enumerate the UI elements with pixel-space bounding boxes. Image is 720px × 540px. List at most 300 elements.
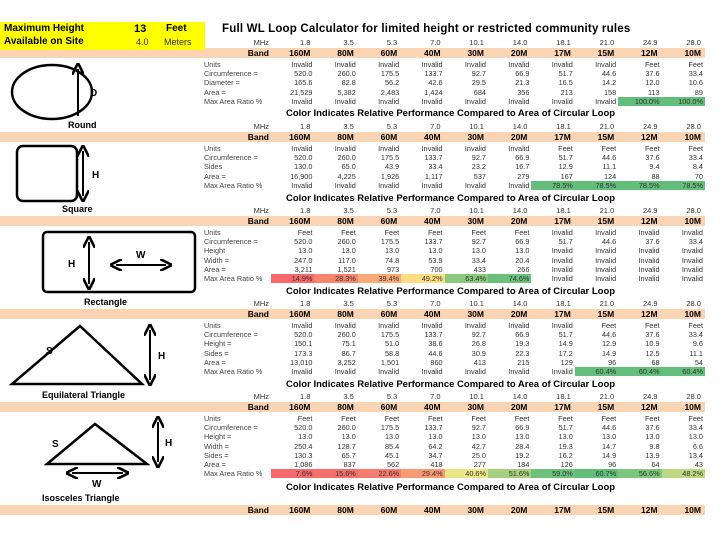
- table-row: [204, 265, 705, 274]
- table-cell: Invalid: [638, 255, 660, 265]
- table-cell: 75.1: [341, 339, 356, 349]
- table-cell: 66.9: [515, 237, 530, 247]
- row-label: Area =: [204, 264, 226, 274]
- band-row: [0, 216, 705, 226]
- band-header-80m: 80M: [337, 132, 354, 142]
- table-cell: Feet: [427, 414, 443, 423]
- table-row: [204, 237, 705, 246]
- table-row: [204, 414, 705, 423]
- height-mark: H: [158, 351, 166, 362]
- table-cell: 21,529: [290, 87, 313, 97]
- ratio-cell: 74.6%: [488, 274, 531, 283]
- table-cell: Invalid: [595, 264, 617, 274]
- band-row: [0, 132, 705, 142]
- mhz-value: 14.0: [512, 38, 528, 47]
- table-cell: 3,211: [294, 264, 313, 274]
- mhz-value: 14.0: [512, 299, 528, 308]
- ratio-cell: Invalid: [595, 96, 617, 106]
- table-cell: 837: [343, 460, 356, 469]
- mhz-value: 24.9: [642, 299, 658, 308]
- ratio-cell: 78.5%: [618, 181, 661, 190]
- table-cell: Invalid: [291, 60, 313, 69]
- table-row: [204, 321, 705, 330]
- table-cell: Invalid: [464, 321, 486, 330]
- table-cell: 17.2: [558, 348, 573, 358]
- table-cell: 44.6: [601, 423, 617, 433]
- mhz-value: 18.1: [556, 392, 571, 401]
- table-cell: 133.7: [424, 69, 443, 79]
- table-cell: Invalid: [464, 144, 486, 153]
- band-header-40m: 40M: [424, 132, 441, 142]
- table-cell: 150.1: [294, 339, 313, 349]
- band-header-17m: 17M: [554, 402, 571, 412]
- width-mark: W: [136, 250, 146, 261]
- mhz-value: 3.5: [343, 122, 354, 131]
- table-cell: 14.7: [601, 441, 617, 451]
- mhz-row: [204, 392, 705, 401]
- table-cell: 20.4: [515, 255, 530, 265]
- table-cell: Invalid: [551, 60, 573, 69]
- table-cell: Invalid: [508, 60, 530, 69]
- table-cell: Feet: [644, 414, 660, 423]
- ratio-cell: Invalid: [291, 367, 313, 376]
- table-cell: 85.4: [384, 441, 400, 451]
- mhz-value: 3.5: [343, 206, 354, 215]
- mhz-value: 1.8: [299, 206, 311, 215]
- table-cell: Invalid: [421, 144, 443, 153]
- available-label: Available on Site: [4, 36, 84, 47]
- table-cell: 45.1: [384, 450, 400, 460]
- table-cell: 133.7: [424, 237, 443, 247]
- table-cell: 51.7: [558, 153, 573, 163]
- color-legend-caption: Color Indicates Relative Performance Compared to Area of Circular Loop: [286, 379, 616, 390]
- table-cell: 1,926: [380, 171, 400, 181]
- table-cell: 92.7: [471, 69, 486, 79]
- mhz-value: 10.1: [469, 38, 484, 47]
- table-cell: Invalid: [378, 144, 400, 153]
- band-header-80m: 80M: [337, 216, 354, 226]
- table-cell: Invalid: [551, 246, 573, 256]
- table-cell: 10.9: [645, 339, 660, 349]
- table-cell: 250.4: [294, 441, 313, 451]
- mhz-value: 7.0: [430, 122, 441, 131]
- ratio-cell: Invalid: [508, 96, 530, 106]
- table-cell: 92.7: [471, 237, 486, 247]
- table-cell: Invalid: [551, 255, 573, 265]
- table-row: [204, 451, 705, 460]
- row-label: Max Area Ratio %: [204, 367, 263, 376]
- table-cell: 11.1: [602, 162, 617, 172]
- mhz-value: 18.1: [556, 206, 571, 215]
- height-mark: H: [165, 438, 173, 449]
- table-cell: 23.2: [471, 162, 486, 172]
- table-cell: 13.0: [645, 432, 660, 442]
- table-cell: 1,501: [380, 357, 400, 367]
- table-cell: 43: [694, 460, 703, 469]
- color-legend-caption: Color Indicates Relative Performance Compared to Area of Circular Loop: [286, 193, 616, 204]
- table-cell: 14.2: [601, 78, 617, 88]
- band-label: Band: [247, 216, 269, 226]
- height-mark: H: [68, 259, 76, 270]
- table-cell: Feet: [601, 144, 617, 153]
- band-header-60m: 60M: [380, 309, 398, 319]
- ratio-cell: 56.6%: [618, 469, 661, 478]
- max-area-ratio-row: [204, 469, 705, 478]
- table-cell: 175.5: [380, 237, 400, 247]
- table-row: [204, 162, 705, 171]
- diameter-mark: D: [90, 88, 98, 99]
- band-header-20m: 20M: [510, 309, 528, 319]
- mhz-row: [204, 299, 705, 308]
- table-cell: Feet: [644, 60, 660, 69]
- mhz-value: 21.0: [599, 299, 615, 308]
- square-shape-icon: [17, 146, 99, 201]
- table-cell: 520.0: [294, 423, 313, 433]
- band-header-10m: 10M: [684, 48, 701, 58]
- table-cell: Invalid: [681, 246, 703, 256]
- table-cell: 356: [517, 87, 530, 97]
- band-header-160m: 160M: [289, 402, 311, 412]
- table-row: [204, 60, 705, 69]
- ratio-cell: 60.4%: [662, 367, 705, 376]
- table-cell: 133.7: [424, 153, 443, 163]
- band-header-160m: 160M: [289, 48, 311, 58]
- table-cell: 29.5: [471, 78, 486, 88]
- ratio-cell: 7.6%: [271, 469, 314, 478]
- row-label: Max Area Ratio %: [204, 469, 263, 479]
- table-cell: Invalid: [291, 144, 313, 153]
- ratio-cell: Invalid: [334, 180, 356, 190]
- row-label: Sides =: [204, 450, 229, 460]
- band-header-12m: 12M: [641, 216, 658, 226]
- band-header-40m: 40M: [424, 309, 441, 319]
- band-header-40m: 40M: [424, 216, 441, 226]
- table-cell: 14.9: [601, 450, 617, 460]
- band-header-17m: 17M: [554, 48, 571, 58]
- row-label: Sides: [204, 162, 223, 172]
- table-cell: 13.0: [298, 246, 313, 256]
- ratio-cell: Invalid: [421, 96, 443, 106]
- mhz-label: MHz: [253, 392, 269, 401]
- table-cell: 9.8: [649, 441, 660, 451]
- table-cell: 92.7: [471, 423, 486, 433]
- mhz-value: 21.0: [599, 38, 615, 47]
- table-cell: 537: [473, 171, 486, 181]
- table-cell: Invalid: [595, 255, 617, 265]
- table-cell: 33.4: [688, 69, 703, 79]
- table-cell: 13.0: [341, 246, 356, 256]
- color-legend-caption: Color Indicates Relative Performance Compared to Area of Circular Loop: [286, 482, 616, 493]
- ratio-cell: 48.2%: [662, 469, 705, 478]
- table-row: [204, 460, 705, 469]
- mhz-value: 10.1: [469, 392, 484, 401]
- max-area-ratio-row: [204, 367, 705, 376]
- table-cell: 260.0: [337, 69, 356, 79]
- row-label: Units: [204, 228, 221, 237]
- band-header-160m: 160M: [289, 309, 311, 319]
- ratio-cell: 14.9%: [271, 274, 314, 283]
- mhz-value: 24.9: [642, 206, 658, 215]
- band-header-80m: 80M: [337, 309, 354, 319]
- table-cell: Feet: [558, 414, 573, 423]
- band-row: [0, 309, 705, 319]
- ratio-cell: 78.5%: [575, 181, 618, 190]
- table-cell: 13.0: [428, 432, 443, 442]
- table-cell: Invalid: [638, 264, 660, 274]
- table-cell: Invalid: [421, 321, 443, 330]
- ratio-cell: Invalid: [464, 367, 486, 376]
- table-cell: 66.9: [515, 153, 530, 163]
- width-mark: W: [92, 479, 102, 490]
- table-cell: Invalid: [378, 321, 400, 330]
- band-header-12m: 12M: [641, 309, 658, 319]
- table-cell: 277: [473, 460, 486, 469]
- ratio-cell: Invalid: [334, 96, 356, 106]
- table-cell: 16.2: [558, 450, 573, 460]
- table-cell: Invalid: [464, 60, 486, 69]
- table-cell: 860: [430, 357, 443, 367]
- side-mark: S: [46, 346, 53, 357]
- table-cell: 2,483: [380, 87, 400, 97]
- band-header-15m: 15M: [597, 309, 615, 319]
- mhz-value: 5.3: [386, 122, 398, 131]
- mhz-value: 18.1: [556, 38, 571, 47]
- table-cell: 184: [517, 460, 530, 469]
- ratio-cell: Invalid: [291, 180, 313, 190]
- table-cell: 66.9: [515, 69, 530, 79]
- table-cell: Invalid: [551, 321, 573, 330]
- table-cell: 4,225: [337, 171, 356, 181]
- mhz-value: 14.0: [512, 392, 528, 401]
- row-label: Area =: [204, 171, 226, 181]
- table-cell: 51.7: [558, 423, 573, 433]
- ratio-cell: Invalid: [508, 180, 530, 190]
- table-cell: 14.9: [558, 339, 573, 349]
- mhz-value: 18.1: [556, 299, 571, 308]
- band-header-30m: 30M: [467, 132, 484, 142]
- band-header-160m: 160M: [289, 216, 311, 226]
- mhz-row: [204, 38, 705, 47]
- table-cell: 33.4: [471, 255, 486, 265]
- band-header-160m: 160M: [289, 132, 311, 142]
- table-cell: 418: [430, 460, 443, 469]
- mhz-value: 7.0: [430, 38, 441, 47]
- table-cell: 16.7: [515, 162, 530, 172]
- table-cell: 33.4: [428, 162, 443, 172]
- table-cell: 520.0: [294, 330, 313, 340]
- table-cell: 13.0: [384, 432, 400, 442]
- table-cell: 13.0: [298, 432, 313, 442]
- table-cell: 684: [473, 87, 486, 97]
- table-cell: 260.0: [337, 153, 356, 163]
- mhz-value: 24.9: [642, 122, 658, 131]
- table-row: [204, 256, 705, 265]
- row-label: Max Area Ratio %: [204, 96, 263, 106]
- max-area-ratio-row: [204, 181, 705, 190]
- band-header-80m: 80M: [337, 505, 354, 515]
- band-header-30m: 30M: [467, 505, 484, 515]
- mhz-value: 7.0: [430, 206, 441, 215]
- table-cell: 133.7: [424, 330, 443, 340]
- ratio-cell: Invalid: [595, 274, 617, 283]
- table-cell: 13,010: [290, 357, 313, 367]
- table-cell: 64.2: [428, 441, 443, 451]
- row-label: Circumference =: [204, 237, 258, 247]
- table-cell: 167: [560, 171, 573, 181]
- table-cell: Invalid: [378, 60, 400, 69]
- table-cell: 175.5: [380, 330, 400, 340]
- table-row: [204, 349, 705, 358]
- table-cell: 16,900: [290, 171, 313, 181]
- table-cell: 175.5: [380, 153, 400, 163]
- band-header-20m: 20M: [510, 505, 528, 515]
- table-cell: Feet: [427, 228, 443, 237]
- table-cell: Invalid: [334, 144, 356, 153]
- row-label: Circumference =: [204, 330, 258, 340]
- table-cell: 37.6: [645, 423, 660, 433]
- ratio-cell: 78.5%: [662, 181, 705, 190]
- shape-label: Rectangle: [84, 297, 128, 307]
- ratio-cell: 49.2%: [401, 274, 444, 283]
- band-header-160m: 160M: [289, 505, 311, 515]
- table-cell: Invalid: [551, 264, 573, 274]
- table-cell: 51.7: [558, 237, 573, 247]
- table-cell: 66.9: [515, 330, 530, 340]
- ratio-cell: 22.6%: [358, 469, 401, 478]
- circle-shape-icon: [12, 65, 97, 119]
- table-cell: 34.7: [428, 450, 443, 460]
- table-cell: Feet: [514, 414, 530, 423]
- table-cell: 130.0: [294, 162, 313, 172]
- band-header-10m: 10M: [684, 216, 701, 226]
- table-cell: 54: [694, 357, 703, 367]
- band-header-20m: 20M: [510, 132, 528, 142]
- band-row: [0, 505, 705, 515]
- shape-label: Square: [62, 204, 93, 214]
- table-cell: 113: [647, 87, 660, 97]
- table-cell: 16.5: [558, 78, 573, 88]
- band-header-20m: 20M: [510, 402, 528, 412]
- band-label: Band: [247, 48, 269, 58]
- table-cell: 30.9: [471, 348, 486, 358]
- mhz-value: 18.1: [556, 122, 571, 131]
- mhz-label: MHz: [253, 206, 269, 215]
- mhz-label: MHz: [253, 299, 269, 308]
- ratio-cell: Invalid: [638, 274, 660, 283]
- table-cell: 22.3: [515, 348, 530, 358]
- table-cell: 413: [473, 357, 486, 367]
- row-label: Circumference =: [204, 69, 258, 79]
- color-legend-caption: Color Indicates Relative Performance Compared to Area of Circular Loop: [286, 286, 616, 297]
- table-cell: 42.6: [428, 78, 443, 88]
- table-cell: 12.9: [558, 162, 573, 172]
- table-cell: 92.7: [471, 153, 486, 163]
- table-cell: 11.1: [689, 348, 703, 358]
- table-row: [204, 246, 705, 255]
- table-cell: 173.3: [294, 348, 313, 358]
- table-cell: 13.0: [558, 432, 573, 442]
- row-label: Height =: [204, 432, 232, 442]
- site-height-panel: [0, 22, 205, 50]
- table-cell: 1,117: [424, 171, 443, 181]
- ratio-cell: 59.0%: [531, 469, 574, 478]
- band-header-15m: 15M: [597, 216, 615, 226]
- table-cell: Feet: [688, 60, 703, 69]
- table-cell: 260.0: [337, 423, 356, 433]
- table-cell: Feet: [688, 321, 703, 330]
- table-cell: Feet: [688, 414, 703, 423]
- table-cell: 13.0: [471, 432, 486, 442]
- height-feet-input[interactable]: 13: [134, 23, 147, 35]
- table-cell: Invalid: [291, 321, 313, 330]
- mhz-value: 10.1: [469, 206, 484, 215]
- shape-label: Isosceles Triangle: [42, 493, 120, 503]
- table-cell: 33.4: [688, 153, 703, 163]
- row-label: Circumference =: [204, 153, 258, 163]
- ratio-cell: Invalid: [378, 367, 400, 376]
- ratio-cell: Invalid: [378, 96, 400, 106]
- isosceles-triangle-shape-icon: [47, 422, 172, 490]
- table-cell: Invalid: [551, 228, 573, 237]
- table-row: [204, 172, 705, 181]
- row-label: Area =: [204, 460, 226, 469]
- table-cell: 13.0: [384, 246, 400, 256]
- table-cell: Feet: [341, 228, 356, 237]
- band-header-17m: 17M: [554, 216, 571, 226]
- row-label: Height =: [204, 339, 232, 349]
- row-label: Width =: [204, 255, 229, 265]
- table-cell: 117.0: [338, 255, 356, 265]
- table-row: [204, 339, 705, 348]
- band-header-30m: 30M: [467, 309, 484, 319]
- row-label: Width =: [204, 441, 229, 451]
- table-cell: 37.6: [645, 69, 660, 79]
- table-cell: Invalid: [508, 144, 530, 153]
- table-cell: 19.3: [515, 339, 530, 349]
- ratio-cell: 51.6%: [488, 469, 531, 478]
- band-header-40m: 40M: [424, 402, 441, 412]
- table-cell: Feet: [644, 144, 660, 153]
- ratio-cell: Invalid: [421, 180, 443, 190]
- table-cell: 13.0: [688, 432, 703, 442]
- table-cell: 13.0: [601, 432, 617, 442]
- mhz-value: 5.3: [386, 38, 398, 47]
- ratio-cell: Invalid: [551, 367, 573, 376]
- table-cell: 520.0: [294, 69, 313, 79]
- table-cell: 562: [387, 460, 400, 469]
- table-cell: 13.0: [515, 432, 530, 442]
- height-unit-feet: Feet: [166, 23, 187, 34]
- rectangle-shape-icon: [43, 232, 195, 292]
- mhz-value: 3.5: [343, 392, 354, 401]
- table-cell: 88: [651, 171, 660, 181]
- row-label: Units: [204, 144, 221, 153]
- ratio-cell: 29.4%: [401, 469, 444, 478]
- row-label: Height: [204, 246, 226, 256]
- mhz-value: 1.8: [299, 38, 311, 47]
- table-cell: 130.3: [294, 450, 313, 460]
- ratio-cell: Invalid: [421, 367, 443, 376]
- ratio-cell: 60.7%: [575, 469, 618, 478]
- band-header-12m: 12M: [641, 132, 658, 142]
- table-cell: 5,382: [337, 87, 356, 97]
- table-cell: 74.8: [384, 255, 400, 265]
- max-height-label: Maximum Height: [4, 23, 85, 34]
- band-header-17m: 17M: [554, 132, 571, 142]
- table-cell: Feet: [558, 144, 573, 153]
- table-cell: 1,086: [294, 460, 313, 469]
- table-cell: 56.2: [384, 78, 400, 88]
